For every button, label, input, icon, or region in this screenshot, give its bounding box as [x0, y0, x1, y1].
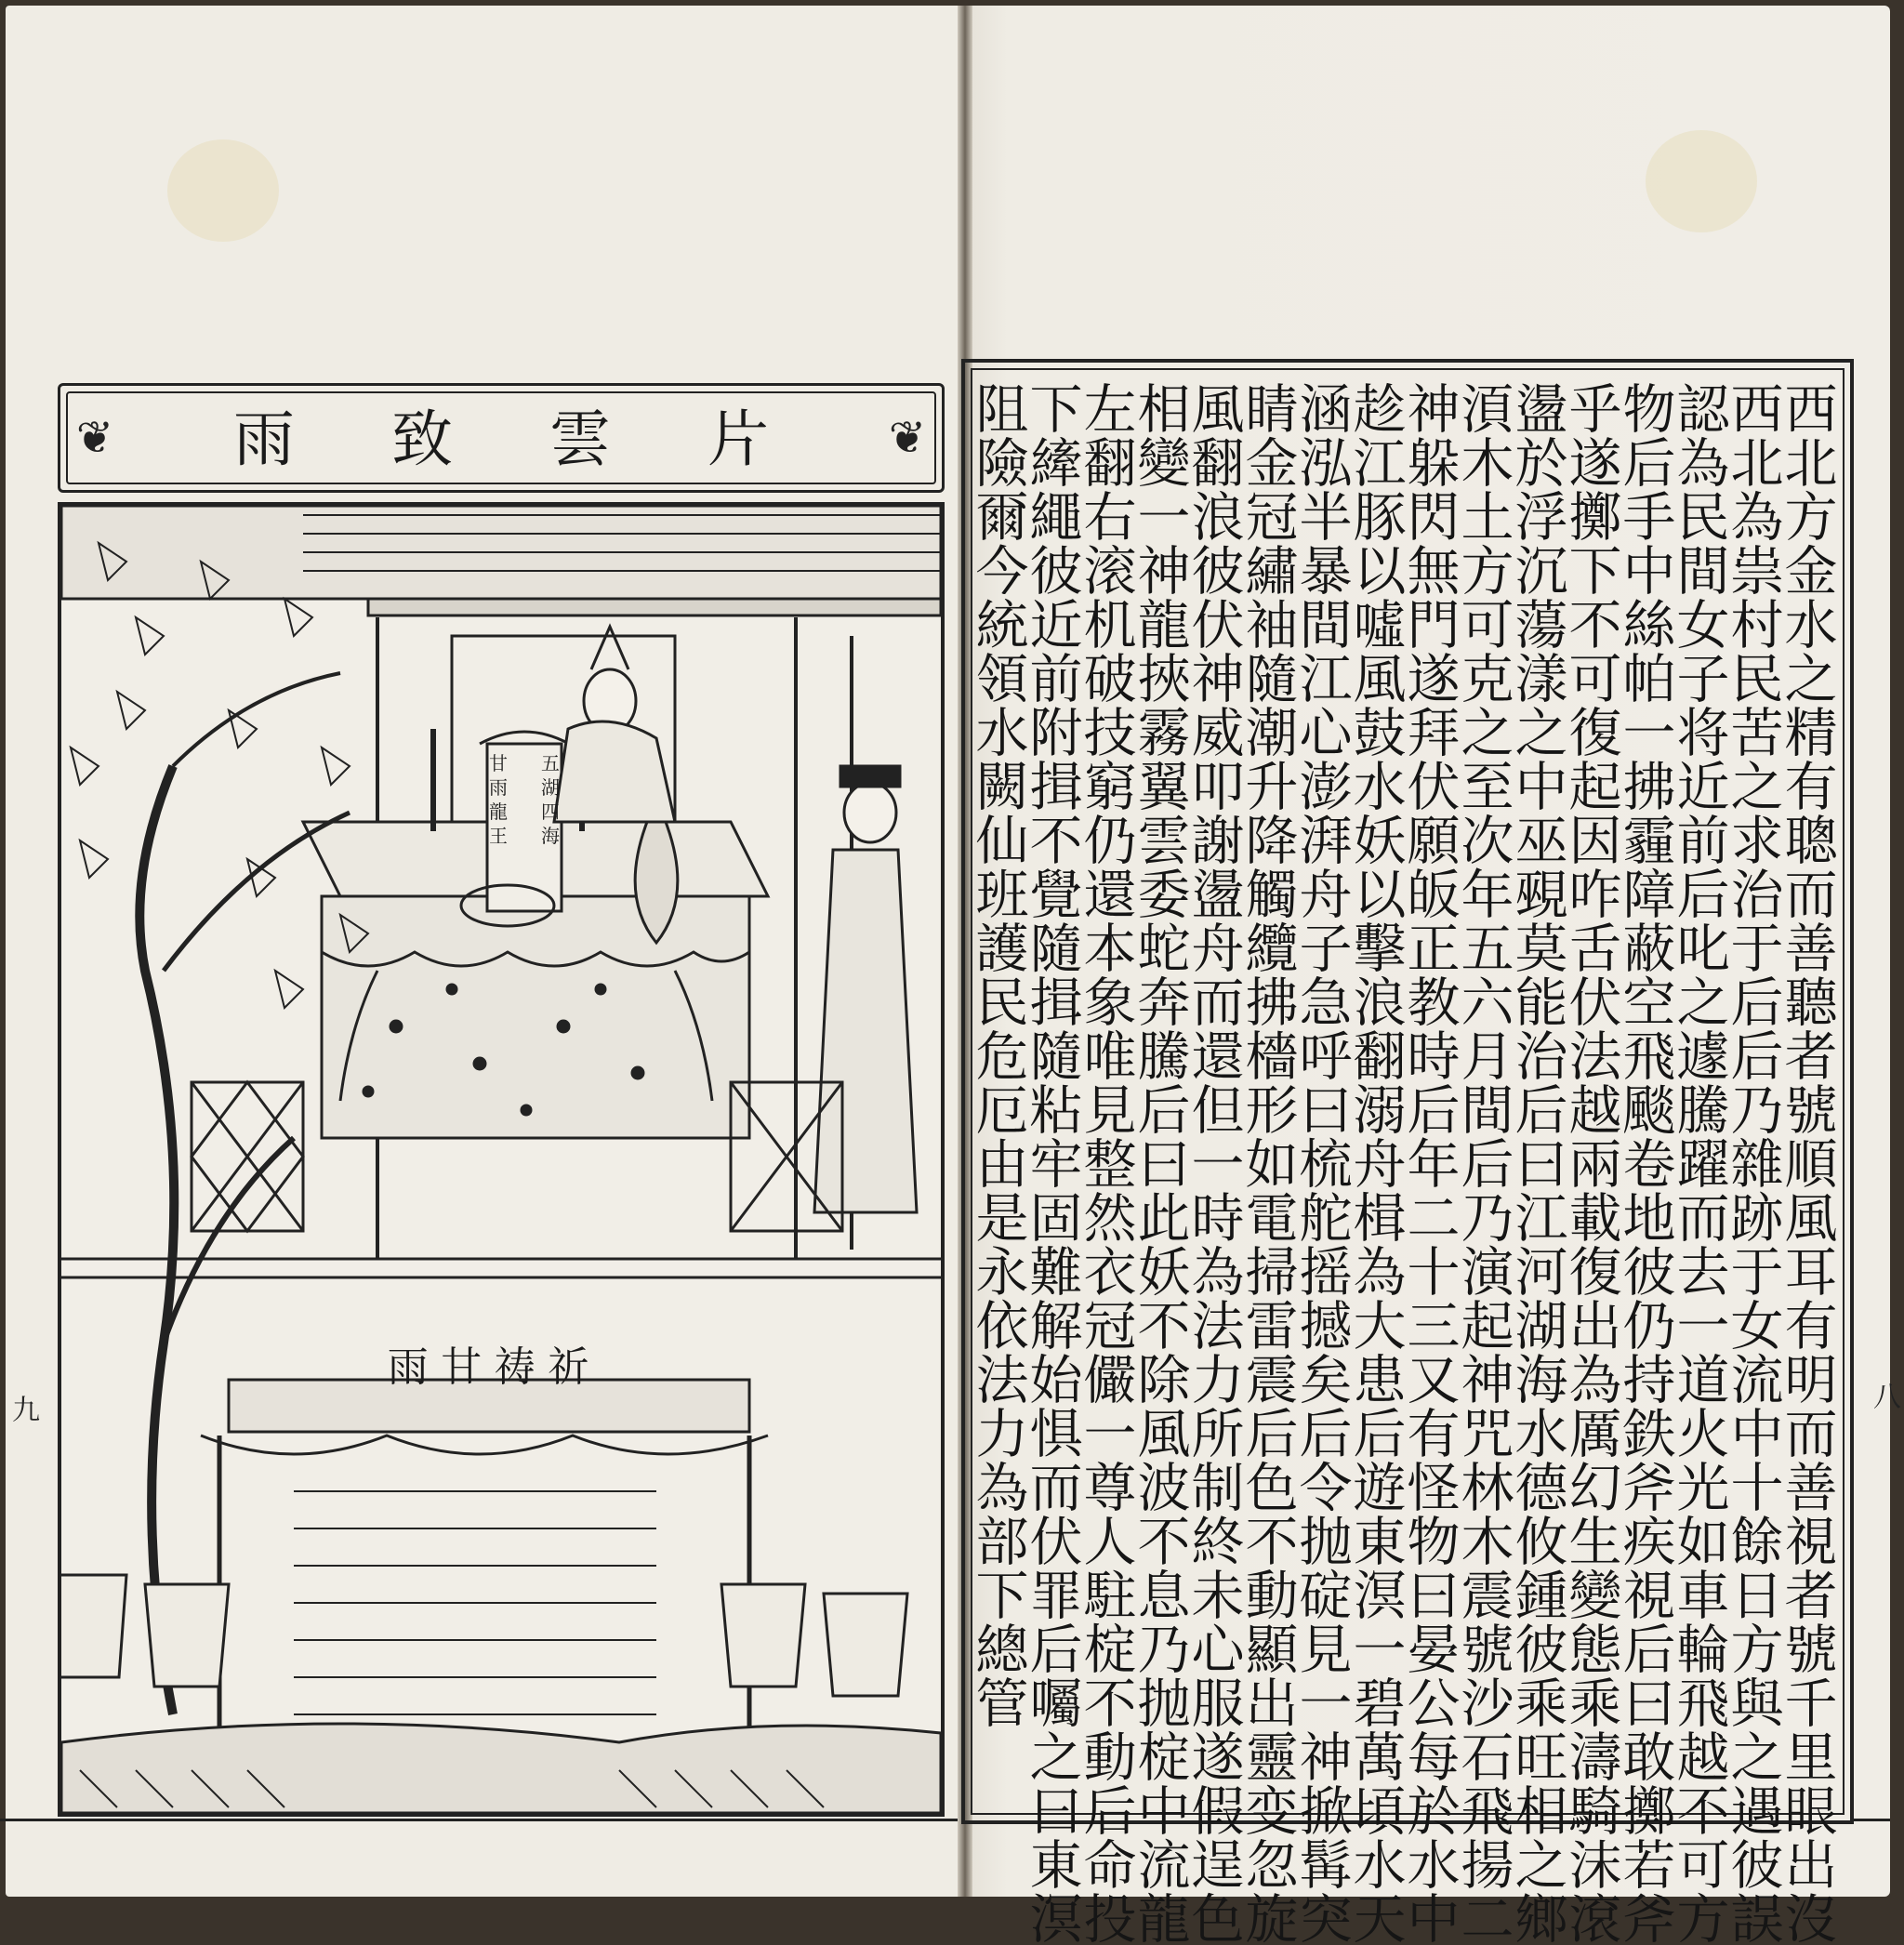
banner-inscription: [381, 1328, 595, 1398]
text-body: [967, 381, 1837, 1945]
illustration-drawing: [61, 506, 941, 1813]
altar-tablet-inscription: [487, 751, 562, 909]
text-column: 認為民間女子将近前后叱之遽騰躍而去一道火光如車輪飛越不可方: [1668, 381, 1729, 1945]
left-page-number: 九: [7, 1395, 39, 1422]
text-column: 風翻浪彼伏神威叩謝盪舟而還但一時為法力所制終未心服遂假逞色: [1183, 381, 1244, 1945]
text-column: 西北方金水之精有聰而善聽者號順風耳有明而善視者號千里眼出沒: [1776, 381, 1837, 1945]
text-column: 物后手中絲帕一拂霾障蔽空飛颷卷地彼仍持鉄斧疾視后曰敢擲若斧: [1614, 381, 1675, 1945]
banner-char: 祷: [494, 1343, 536, 1391]
title-char: 雨: [233, 404, 295, 475]
text-column: 下縴繩彼近前附揖不覺隨揖隨粘牢固難解始惧而伏罪后囑之曰東溟: [1021, 381, 1082, 1945]
text-column: 西北為祟村民苦之求治于后后乃雜跡于女流中十餘日方與之遇彼誤: [1722, 381, 1783, 1945]
banner-char: 甘: [441, 1343, 483, 1391]
text-column: 左翻右滚机破技窮仍還本象唯見整然衣冠儼一尊人駐椗不動后命投: [1075, 381, 1136, 1945]
margin-rule: [1850, 1819, 1890, 1821]
text-column: 神躲閃無門遂拜伏願皈正教時后年二十三又有怪物曰晏公每於水中: [1398, 381, 1460, 1945]
text-column: 乎遂擲下不可復起因咋舌伏法越兩載復出為厲幻生變態乘濤騎沫滾: [1560, 381, 1621, 1945]
text-column: 湏木土方可克之至次年五六月間后乃演起神咒林木震號沙石飛揚二: [1452, 381, 1514, 1945]
margin-rule: [0, 1819, 958, 1821]
text-column: 趁江豚以噓風鼓水妖以擊浪翻溺舟楫為大患后遊東溟一碧萬頃水天: [1344, 381, 1406, 1945]
paper-stain: [1646, 130, 1757, 232]
text-column: 阻險爾今統領水闕仙班護民危厄由是永依法力為部下總管: [967, 381, 1028, 1729]
woodblock-illustration: [58, 502, 945, 1817]
title-char: 雲: [549, 404, 611, 475]
banner-char: 雨: [387, 1343, 429, 1391]
scroll-ornament-icon: ❦: [75, 412, 114, 464]
title-char: 片: [707, 404, 769, 475]
tablet-column: 五湖四海: [541, 752, 560, 847]
title-cartouche: [58, 383, 945, 493]
title-char: 致: [391, 404, 453, 475]
paper-stain: [167, 139, 279, 242]
text-column: 涵泓半暴間江心澎湃舟子急呼曰梳舵摇撼矣后令抛碇見一神掀髯突: [1290, 381, 1352, 1945]
illustration-title: [60, 399, 942, 481]
scroll-ornament-icon: ❦: [888, 412, 927, 464]
text-column: 睛金冠繡袖隨潮升降觸纜拂檣形如電掃雷震后色不動顯出靈变忽旋: [1236, 381, 1298, 1945]
text-column: 相變一神龍挾霧翼雲委蛇奔騰后曰此妖不除風波不息乃抛椗中流龍: [1129, 381, 1190, 1945]
tablet-column: 甘雨龍王: [489, 752, 508, 847]
right-page-number: 八: [1868, 1382, 1900, 1409]
banner-char: 祈: [548, 1343, 589, 1391]
text-column: 盪於浮沉蕩漾之中巫覡莫能治后曰江河湖海水德攸鍾彼乘旺相之鄉: [1506, 381, 1567, 1945]
text-frame: [961, 359, 1854, 1945]
